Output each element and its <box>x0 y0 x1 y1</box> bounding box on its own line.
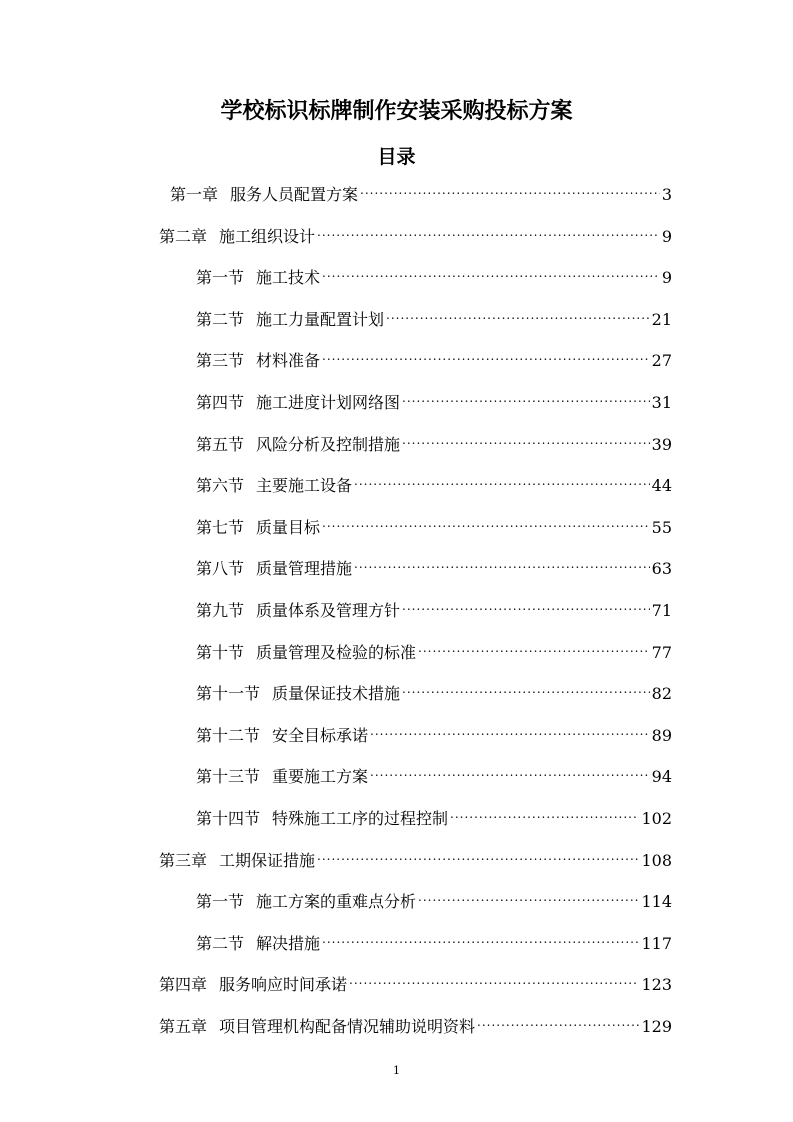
toc-entry-title: 服务响应时间承诺 <box>219 975 348 994</box>
toc-section-entry[interactable] <box>196 297 672 329</box>
toc-chapter-entry[interactable] <box>159 838 672 870</box>
toc-section-entry[interactable] <box>196 879 672 911</box>
toc-entry-title: 服务人员配置方案 <box>230 185 359 204</box>
toc-entry-title: 质量保证技术措施 <box>272 684 401 703</box>
toc-entry-page: 71 <box>651 601 672 620</box>
toc-entry-title: 施工方案的重难点分析 <box>256 892 417 911</box>
toc-dot-leader <box>386 297 650 325</box>
toc-entry-number: 第六节 <box>196 476 245 495</box>
toc-dot-leader <box>370 713 650 741</box>
toc-entry-page: 31 <box>651 393 672 412</box>
toc-entry-title: 项目管理机构配备情况辅助说明资料 <box>219 1017 476 1036</box>
toc-dot-leader <box>477 1004 639 1032</box>
page-number: 1 <box>393 1064 400 1077</box>
toc-dot-leader <box>322 338 650 366</box>
toc-entry-title: 质量体系及管理方针 <box>256 601 401 620</box>
toc-chapter-entry[interactable] <box>159 214 672 246</box>
toc-dot-leader <box>402 422 650 450</box>
toc-entry-number: 第二节 <box>196 934 245 953</box>
toc-entry-number: 第一节 <box>196 268 245 287</box>
toc-entry-title: 质量目标 <box>256 518 321 537</box>
toc-section-entry[interactable] <box>196 588 672 620</box>
toc-section-entry[interactable] <box>196 713 672 745</box>
toc-dot-leader <box>402 380 650 408</box>
toc-section-entry[interactable] <box>196 796 672 828</box>
toc-section-entry[interactable] <box>196 380 672 412</box>
toc-entry-page: 21 <box>651 310 672 329</box>
toc-entry-page: 3 <box>661 185 672 204</box>
toc-entry-page: 82 <box>651 684 672 703</box>
toc-dot-leader <box>354 546 650 574</box>
toc-section-entry[interactable] <box>196 463 672 495</box>
toc-section-entry[interactable] <box>196 255 672 287</box>
toc-entry-title: 材料准备 <box>256 351 321 370</box>
toc-dot-leader <box>370 754 650 782</box>
toc-section-entry[interactable] <box>196 338 672 370</box>
toc-section-entry[interactable] <box>196 505 672 537</box>
toc-chapter-entry[interactable] <box>170 172 672 204</box>
toc-entry-number: 第二节 <box>196 310 245 329</box>
toc-dot-leader <box>322 921 639 949</box>
toc-dot-leader <box>360 172 660 200</box>
toc-entry-number: 第三节 <box>196 351 245 370</box>
toc-section-entry[interactable] <box>196 754 672 786</box>
toc-entry-title: 质量管理措施 <box>256 559 353 578</box>
toc-dot-leader <box>317 838 639 866</box>
toc-entry-page: 114 <box>641 892 672 911</box>
toc-section-entry[interactable] <box>196 546 672 578</box>
toc-dot-leader <box>349 962 639 990</box>
toc-entry-number: 第四节 <box>196 393 245 412</box>
toc-entry-number: 第一节 <box>196 892 245 911</box>
toc-entry-title: 质量管理及检验的标准 <box>256 643 417 662</box>
toc-entry-number: 第七节 <box>196 518 245 537</box>
toc-entry-number: 第一章 <box>170 185 219 204</box>
toc-entry-page: 55 <box>651 518 672 537</box>
toc-dot-leader <box>322 505 650 533</box>
toc-entry-page: 39 <box>651 435 672 454</box>
toc-chapter-entry[interactable] <box>159 962 672 994</box>
toc-entry-title: 重要施工方案 <box>272 767 369 786</box>
toc-section-entry[interactable] <box>196 630 672 662</box>
toc-section-entry[interactable] <box>196 671 672 703</box>
toc-entry-title: 施工组织设计 <box>219 227 316 246</box>
toc-entry-title: 风险分析及控制措施 <box>256 435 401 454</box>
toc-entry-number: 第四章 <box>159 975 208 994</box>
toc-dot-leader <box>402 588 650 616</box>
toc-entry-number: 第八节 <box>196 559 245 578</box>
toc-entry-title: 施工进度计划网络图 <box>256 393 401 412</box>
toc-entry-title: 安全目标承诺 <box>272 726 369 745</box>
toc-dot-leader <box>317 214 660 242</box>
toc-entry-number: 第五节 <box>196 435 245 454</box>
toc-dot-leader <box>402 671 650 699</box>
toc-entry-number: 第三章 <box>159 851 208 870</box>
toc-chapter-entry[interactable] <box>159 1004 672 1036</box>
toc-entry-page: 102 <box>641 809 672 828</box>
toc-entry-title: 工期保证措施 <box>219 851 316 870</box>
toc-entry-page: 129 <box>641 1017 672 1036</box>
toc-entry-number: 第十节 <box>196 643 245 662</box>
toc-heading: 目录 <box>377 146 416 168</box>
toc-entry-number: 第九节 <box>196 601 245 620</box>
toc-entry-number: 第十二节 <box>196 726 261 745</box>
toc-entry-number: 第二章 <box>159 227 208 246</box>
toc-entry-page: 89 <box>651 726 672 745</box>
toc-dot-leader <box>418 879 639 907</box>
toc-entry-title: 特殊施工工序的过程控制 <box>272 809 449 828</box>
toc-entry-title: 解决措施 <box>256 934 321 953</box>
toc-dot-leader <box>450 796 639 824</box>
toc-entry-number: 第五章 <box>159 1017 208 1036</box>
toc-entry-page: 63 <box>651 559 672 578</box>
toc-dot-leader <box>322 255 660 283</box>
toc-entry-number: 第十四节 <box>196 809 261 828</box>
toc-section-entry[interactable] <box>196 921 672 953</box>
toc-entry-page: 9 <box>661 227 672 246</box>
toc-entry-title: 主要施工设备 <box>256 476 353 495</box>
toc-entry-page: 77 <box>651 643 672 662</box>
toc-entry-title: 施工技术 <box>256 268 321 287</box>
toc-entry-page: 27 <box>651 351 672 370</box>
toc-entry-page: 9 <box>661 268 672 287</box>
toc-entry-number: 第十三节 <box>196 767 261 786</box>
toc-entry-title: 施工力量配置计划 <box>256 310 385 329</box>
toc-entry-page: 44 <box>651 476 672 495</box>
toc-entry-page: 123 <box>641 975 672 994</box>
toc-dot-leader <box>354 463 650 491</box>
document-title: 学校标识标牌制作安装采购投标方案 <box>220 99 573 124</box>
toc-entry-page: 94 <box>651 767 672 786</box>
toc-entry-page: 108 <box>641 851 672 870</box>
toc-dot-leader <box>418 630 650 658</box>
toc-entry-page: 117 <box>641 934 672 953</box>
toc-section-entry[interactable] <box>196 422 672 454</box>
toc-entry-number: 第十一节 <box>196 684 261 703</box>
